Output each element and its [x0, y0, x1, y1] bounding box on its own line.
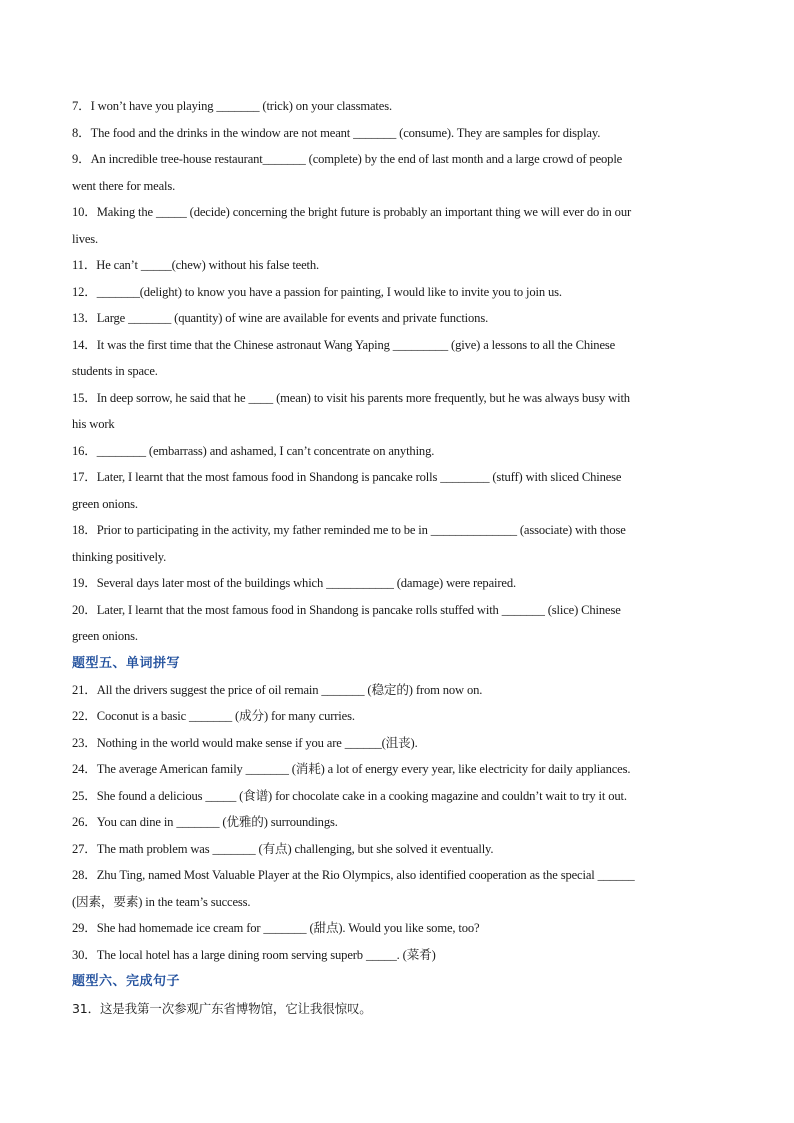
- question-30: 30．The local hotel has a large dining room serving superb _____. (菜肴): [72, 947, 436, 962]
- question-12: 12．_______(delight) to know you have a passion for painting, I would like to invite you to join us.: [72, 284, 562, 299]
- question-27: 27．The math problem was _______ (有点) challenging, but she solved it eventually.: [72, 841, 494, 856]
- question-20-line-1: 20．Later, I learnt that the most famous food in Shandong is pancake rolls stuffed with _______ (slice) Chinese: [72, 602, 621, 617]
- question-15-line-2: his work: [72, 417, 115, 431]
- question-14-line-1: 14．It was the first time that the Chinese astronaut Wang Yaping _________ (give) a lessons to all the Chinese: [72, 337, 616, 352]
- question-28-line-1: 28．Zhu Ting, named Most Valuable Player at the Rio Olympics, also identified cooperation as the special ______: [72, 868, 635, 882]
- question-17-line-2: green onions.: [72, 496, 138, 511]
- question-10-line-1: 10．Making the _____ (decide) concerning the bright future is probably an important thing we will ever do in our: [72, 205, 632, 219]
- question-26: 26．You can dine in _______ (优雅的) surroundings.: [72, 815, 338, 829]
- question-28-line-2: (因素，要素) in the team’s success.: [72, 894, 251, 909]
- question-14-line-2: students in space.: [72, 364, 158, 378]
- question-16: 16．________ (embarrass) and ashamed, I can’t concentrate on anything.: [72, 443, 435, 458]
- question-13: 13．Large _______ (quantity) of wine are available for events and private functions.: [72, 311, 489, 325]
- question-11: 11．He can’t _____(chew) without his false teeth.: [72, 258, 320, 272]
- question-21: 21．All the drivers suggest the price of oil remain _______ (稳定的) from now on.: [72, 682, 483, 697]
- question-20-line-2: green onions.: [72, 629, 138, 643]
- question-23: 23．Nothing in the world would make sense if you are ______(沮丧).: [72, 735, 418, 750]
- question-18-line-2: thinking positively.: [72, 549, 167, 564]
- question-31: 31．这是我第一次参观广东省博物馆，它让我很惊叹。: [72, 1001, 372, 1016]
- question-18-line-1: 18．Prior to participating in the activity, my father reminded me to be in ______________ (associate) with those: [72, 523, 626, 537]
- question-9-line-2: went there for meals.: [72, 178, 176, 193]
- question-19: 19．Several days later most of the buildings which ___________ (damage) were repaired.: [72, 576, 516, 590]
- question-9-line-1: 9．An incredible tree-house restaurant_______ (complete) by the end of last month and a large crowd of people: [72, 152, 623, 166]
- question-7: 7．I won’t have you playing _______ (trick) on your classmates.: [72, 99, 392, 113]
- question-8: 8．The food and the drinks in the window are not meant _______ (consume). They are samples for display.: [72, 125, 601, 140]
- question-22: 22．Coconut is a basic _______ (成分) for many curries.: [72, 709, 355, 723]
- section-heading-complete-sentences: 题型六、完成句子: [72, 974, 181, 989]
- question-10-line-2: lives.: [72, 231, 99, 246]
- question-29: 29．She had homemade ice cream for _______ (甜点). Would you like some, too?: [72, 921, 480, 935]
- worksheet-page: [72, 93, 724, 1022]
- section-heading-spelling: 题型五、单词拼写: [72, 655, 181, 671]
- question-17-line-1: 17．Later, I learnt that the most famous food in Shandong is pancake rolls ________ (stuff) with sliced Chinese: [72, 470, 622, 484]
- question-25: 25．She found a delicious _____ (食谱) for chocolate cake in a cooking magazine and couldn’t wait to try it out.: [72, 788, 627, 803]
- question-24: 24．The average American family _______ (消耗) a lot of energy every year, like electricity for daily appliances.: [72, 762, 631, 776]
- question-15-line-1: 15．In deep sorrow, he said that he ____ (mean) to visit his parents more frequently, but he was always busy with: [72, 390, 630, 405]
